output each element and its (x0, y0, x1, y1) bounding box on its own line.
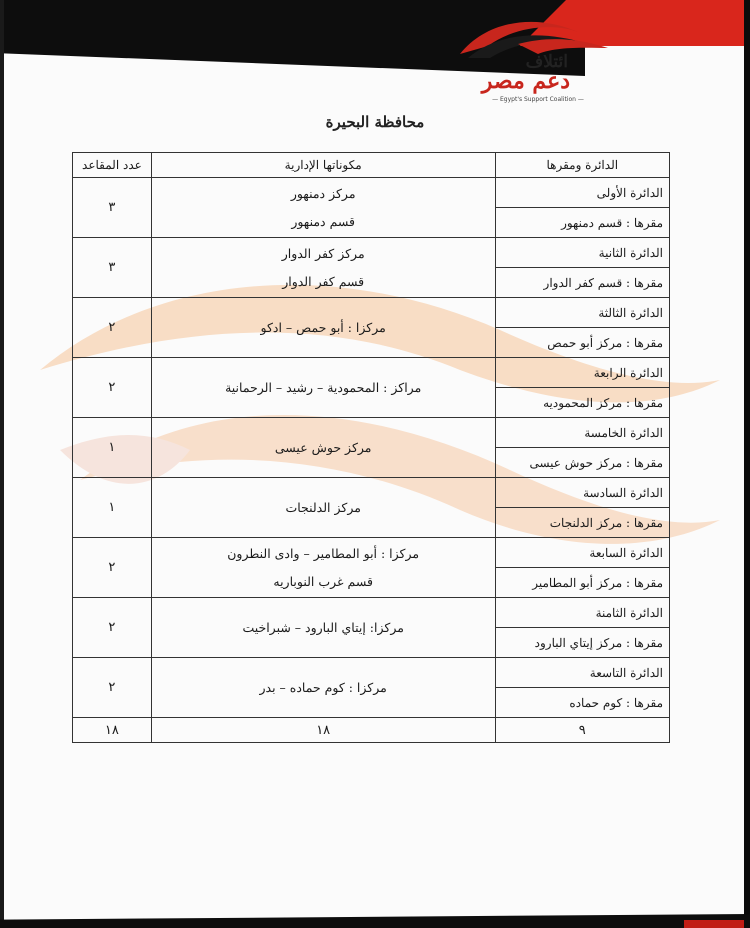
district-seats: ٢ (73, 598, 152, 658)
district-components (151, 178, 495, 238)
table-row (73, 358, 670, 388)
district-headquarters: مقرها : مركز المحموديه (495, 388, 669, 418)
scan-right-edge (744, 0, 750, 928)
district-name: الدائرة الرابعة (495, 358, 669, 388)
districts-table (72, 152, 670, 743)
logo-text-english: — Egypt's Support Coalition — (492, 96, 584, 103)
header-district: الدائرة ومقرها (495, 153, 669, 178)
district-seats: ١ (73, 418, 152, 478)
component-line: مركزا : كوم حماده – بدر (259, 679, 387, 695)
component-line: قسم كفر الدوار (282, 273, 365, 289)
component-line: مركزا : أبو المطامير – وادى النطرون (227, 545, 420, 561)
district-name: الدائرة الثامنة (495, 598, 669, 628)
district-headquarters: مقرها : قسم كفر الدوار (495, 268, 669, 298)
district-components (151, 358, 495, 418)
page-title: محافظة البحيرة (325, 113, 425, 131)
table-row (73, 538, 670, 568)
district-name: الدائرة الثانية (495, 238, 669, 268)
district-headquarters: مقرها : مركز إيتاي البارود (495, 628, 669, 658)
table-row (73, 238, 670, 268)
district-name: الدائرة التاسعة (495, 658, 669, 688)
district-seats: ٣ (73, 178, 152, 238)
component-line: مركز كفر الدوار (281, 245, 365, 261)
component-line: قسم دمنهور (291, 213, 356, 229)
scan-left-edge (0, 0, 4, 928)
district-components (151, 598, 495, 658)
district-components (151, 418, 495, 478)
district-seats: ٢ (73, 538, 152, 598)
district-headquarters: مقرها : مركز أبو المطامير (495, 568, 669, 598)
totals-row (73, 718, 670, 743)
component-line: مركزا: إيتاي البارود – شبراخيت (242, 619, 404, 635)
component-line: مركزا : أبو حمص – ادكو (260, 319, 386, 335)
district-headquarters: مقرها : كوم حماده (495, 688, 669, 718)
district-name: الدائرة السابعة (495, 538, 669, 568)
red-footer-stripe (684, 920, 744, 928)
table-row (73, 298, 670, 328)
district-components (151, 478, 495, 538)
district-seats: ٢ (73, 298, 152, 358)
district-components (151, 238, 495, 298)
table-row (73, 418, 670, 448)
district-name: الدائرة السادسة (495, 478, 669, 508)
district-name: الدائرة الأولى (495, 178, 669, 208)
district-components (151, 658, 495, 718)
district-components (151, 538, 495, 598)
total-seats: ١٨ (73, 718, 152, 743)
table-row (73, 178, 670, 208)
header-components: مكوناتها الإدارية (151, 153, 495, 178)
total-districts: ٩ (495, 718, 669, 743)
component-line: مراكز : المحمودية – رشيد – الرحمانية (225, 379, 422, 395)
district-name: الدائرة الثالثة (495, 298, 669, 328)
logo-text-support-egypt: دعم مصر (481, 68, 570, 94)
district-headquarters: مقرها : مركز أبو حمص (495, 328, 669, 358)
district-headquarters: مقرها : قسم دمنهور (495, 208, 669, 238)
component-line: مركز الدلنجات (285, 499, 361, 515)
district-seats: ٣ (73, 238, 152, 298)
district-seats: ٢ (73, 658, 152, 718)
district-seats: ٢ (73, 358, 152, 418)
table-row (73, 598, 670, 628)
total-components: ١٨ (151, 718, 495, 743)
scan-bottom-border (0, 914, 750, 928)
table-row (73, 478, 670, 508)
district-headquarters: مقرها : مركز الدلنجات (495, 508, 669, 538)
logo-text-coalition: ائتلاف (525, 52, 568, 72)
component-line: مركز دمنهور (290, 185, 356, 201)
table-header-row (73, 153, 670, 178)
district-name: الدائرة الخامسة (495, 418, 669, 448)
district-headquarters: مقرها : مركز حوش عيسى (495, 448, 669, 478)
district-components (151, 298, 495, 358)
table-row (73, 658, 670, 688)
component-line: مركز حوش عيسى (274, 439, 372, 455)
component-line: قسم غرب النوباريه (273, 573, 373, 589)
coalition-logo (458, 14, 618, 106)
header-seats: عدد المقاعد (73, 153, 152, 178)
district-seats: ١ (73, 478, 152, 538)
